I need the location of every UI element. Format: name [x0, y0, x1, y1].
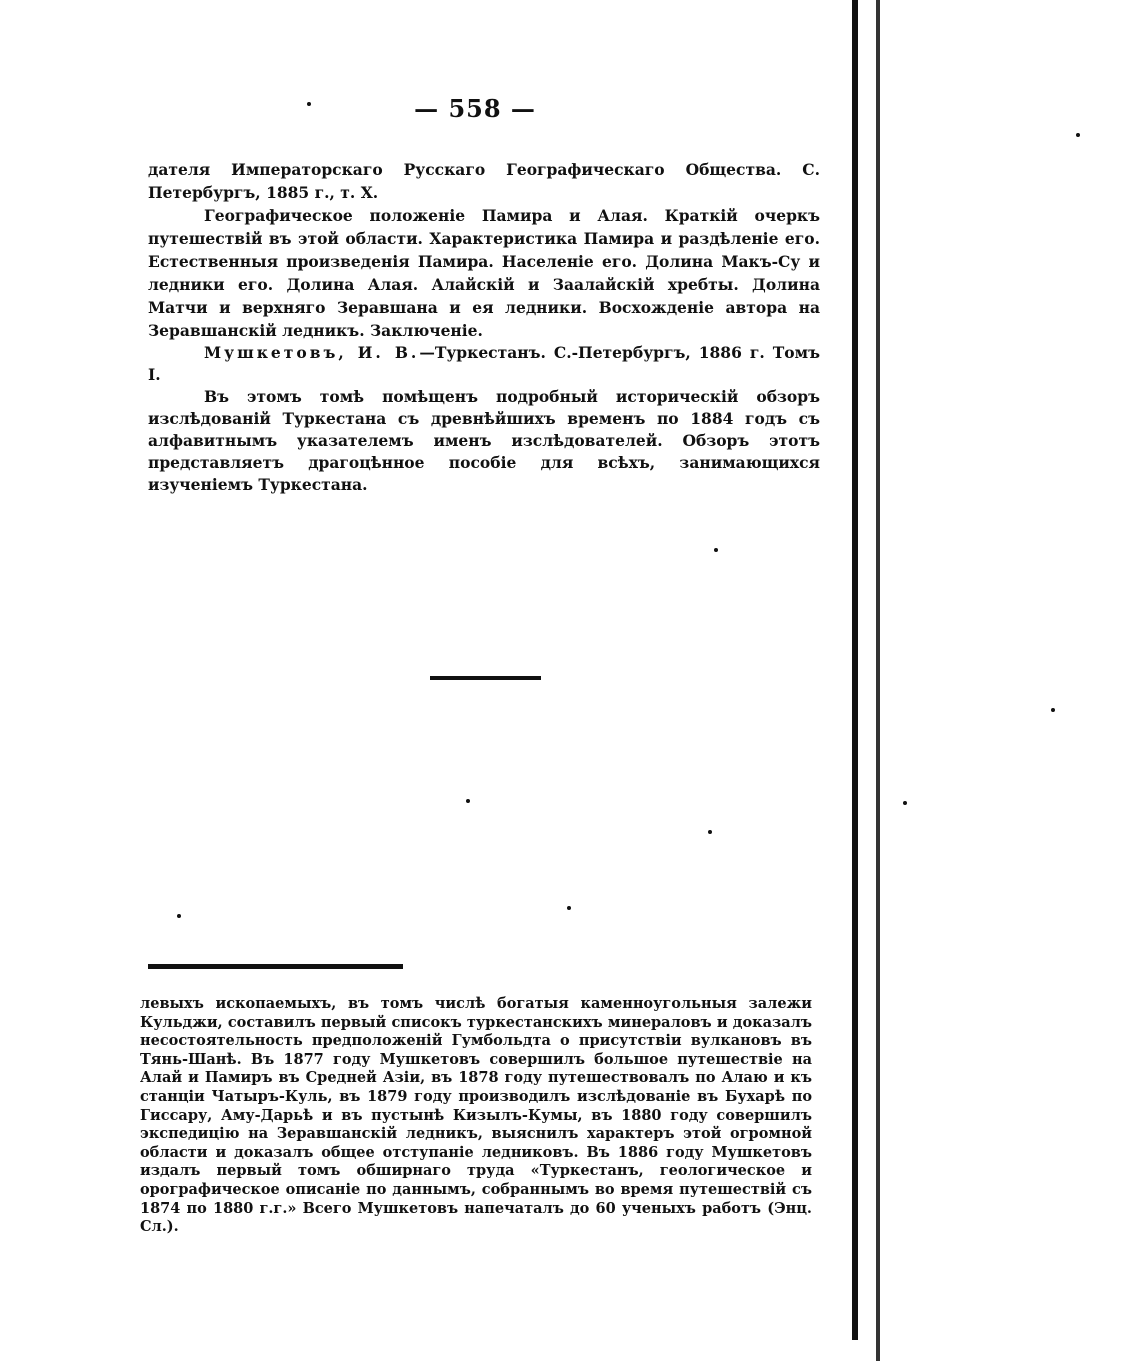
scan-speck	[1076, 133, 1080, 137]
scan-speck	[708, 830, 712, 834]
section-divider	[430, 676, 541, 680]
entry-2-summary: Въ этомъ томѣ помѣщенъ подробный историческій обзоръ изслѣдованій Туркестана съ древнѣйшихъ временъ по 1884 годъ съ алфавитнымъ указателемъ именъ изслѣдователей. Обзоръ этотъ представляетъ драгоцѣнное пособіе для всѣхъ, занимающихся изученіемъ Туркестана.	[148, 387, 820, 494]
scan-speck	[466, 799, 470, 803]
entry-2-author: Мушкетовъ, И. В.	[204, 343, 420, 362]
binding-edge-line	[852, 0, 858, 1340]
scan-speck	[1051, 708, 1055, 712]
bibliography-entry-1	[148, 158, 820, 342]
entry-1-intro: дателя Императорскаго Русскаго Географическаго Общества. С. Петербургъ, 1885 г., т. X.	[148, 160, 820, 202]
scan-speck	[567, 906, 571, 910]
entry-1-summary: Географическое положеніе Памира и Алая. Краткій очеркъ путешествій въ этой области. Характеристика Памира и раздѣленіе его. Естественныя произведенія Памира. Населеніе его. Долина Макъ-Су и ледники его. Долина Алая. Алайскій и Заалайскій хребты. Долина Матчи и верхняго Зеравшана и ея ледники. Восхожденіе автора на Зеравшанскій ледникъ. Заключеніе.	[148, 206, 820, 340]
footnote-divider	[148, 964, 403, 969]
scan-speck	[714, 548, 718, 552]
footnote: левыхъ ископаемыхъ, въ томъ числѣ богатыя каменноугольныя залежи Кульджи, составилъ первый списокъ туркестанскихъ минераловъ и доказалъ несостоятельность предположеній Гумбольдта о присутствіи вулкановъ въ Тянь-Шанѣ. Въ 1877 году Мушкетовъ совершилъ большое путешествіе на Алай и Памиръ въ Средней Азіи, въ 1878 году путешествовалъ по Алаю и къ станціи Чатыръ-Куль, въ 1879 году производилъ изслѣдованіе въ Бухарѣ по Гиссару, Аму-Дарьѣ и въ пустынѣ Кизылъ-Кумы, въ 1880 году совершилъ экспедицію на Зеравшанскій ледникъ, выяснилъ характеръ этой огромной области и доказалъ общее отступаніе ледниковъ. Въ 1886 году Мушкетовъ издалъ первый томъ обширнаго труда «Туркестанъ, геологическое и орографическое описаніе по даннымъ, собраннымъ во время путешествій съ 1874 по 1880 г.г.» Всего Мушкетовъ напечаталъ до 60 ученыхъ работъ (Энц. Сл.).	[140, 995, 812, 1236]
bibliography-entry-2	[148, 342, 820, 496]
page-number: — 558 —	[414, 94, 536, 123]
entry-2-citation	[148, 342, 820, 386]
page-edge-line	[876, 0, 880, 1361]
scan-speck	[307, 102, 311, 106]
entry-2-title: —Туркестанъ. С.-Петербургъ, 1886 г. Томъ I.	[148, 343, 820, 384]
scan-speck	[177, 914, 181, 918]
scan-speck	[903, 801, 907, 805]
